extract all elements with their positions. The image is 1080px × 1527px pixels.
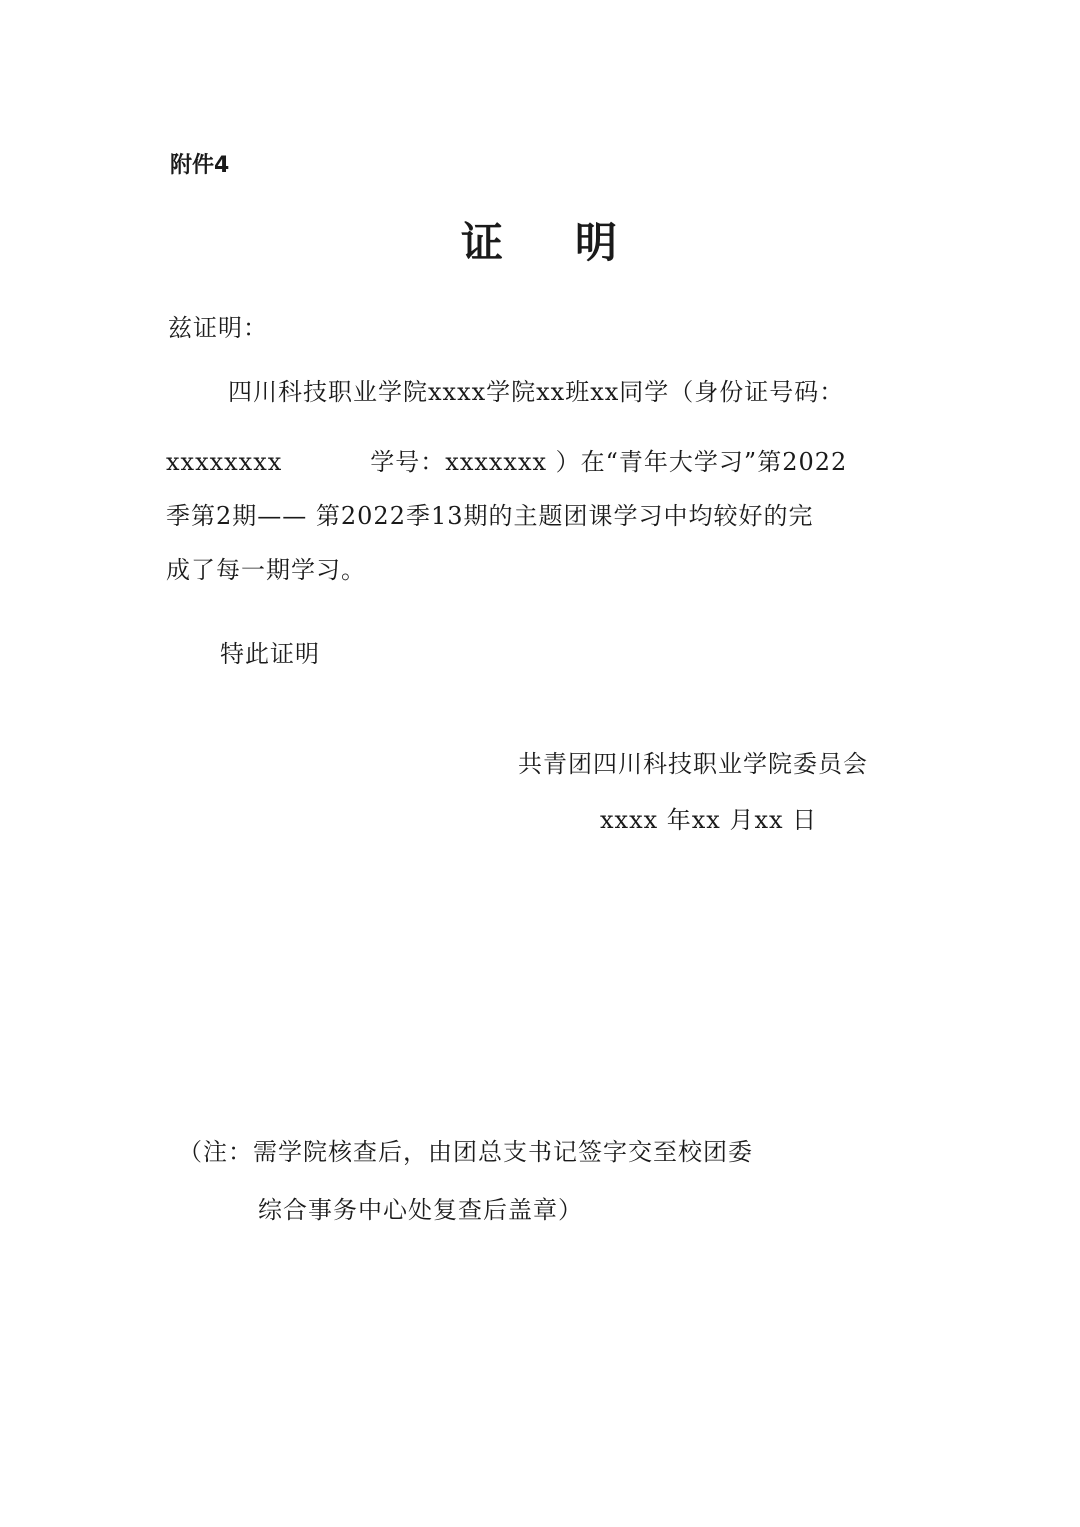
id-number: xxxxxxxx [166,448,283,476]
student-number-text: 学号：xxxxxxx ）在“青年大学习”第2022 [370,448,848,476]
body-line-2 [166,442,847,477]
issue-date: xxxx 年xx 月xx 日 [600,806,818,834]
body-line-1: 四川科技职业学院xxxx学院xx班xx同学（身份证号码： [228,378,845,406]
note-line-2: 综合事务中心处复查后盖章） [258,1196,583,1224]
closing-text: 特此证明 [220,640,320,668]
note-line-1: （注：需学院核查后，由团总支书记签字交至校团委 [178,1138,753,1166]
title-char-1: 证 [460,218,505,267]
body-line-3: 季第2期—— 第2022季13期的主题团课学习中均较好的完 [166,502,814,530]
document-title [0,210,1080,270]
issuer-name: 共青团四川科技职业学院委员会 [518,750,868,778]
title-char-2: 明 [575,218,620,267]
attachment-label: 附件4 [170,153,230,178]
salutation: 兹证明： [168,314,268,342]
body-line-4: 成了每一期学习。 [166,556,366,584]
